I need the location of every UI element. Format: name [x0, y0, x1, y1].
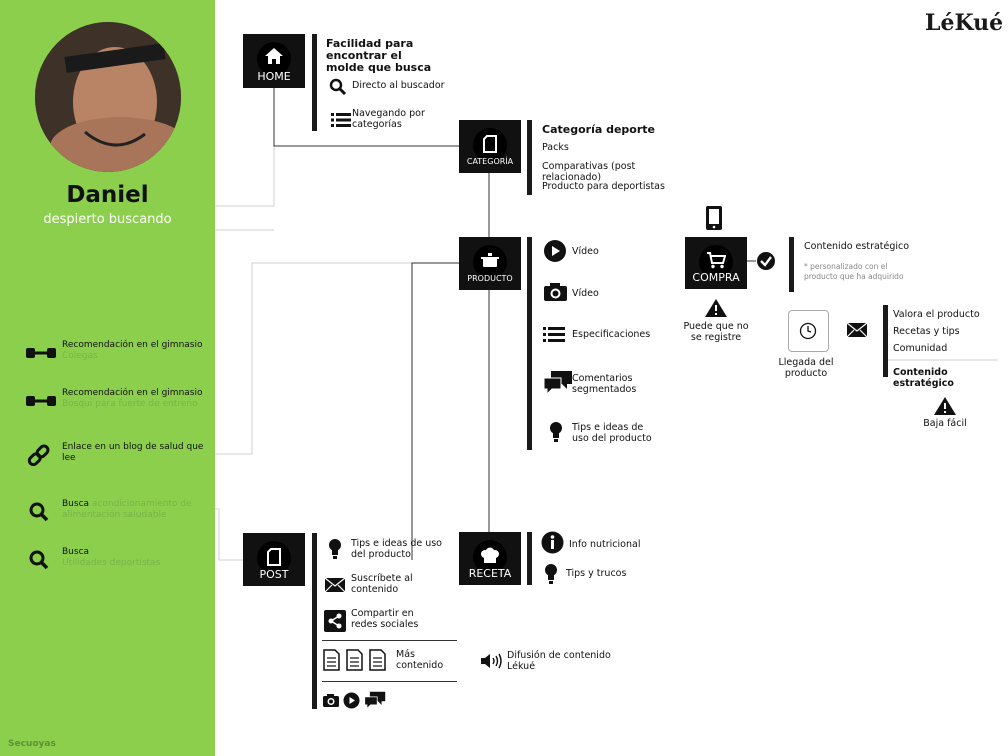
after-item: Recetas y tips: [893, 326, 960, 337]
lightbulb-icon: [549, 421, 563, 443]
producto-item-video-2: Vídeo: [572, 288, 599, 299]
receta-bar: [527, 532, 532, 585]
home-bar: [312, 34, 317, 131]
touchpoint-detail: Utilidades deportistas: [62, 558, 161, 568]
compra-bar: [789, 237, 794, 292]
share-icon: [324, 610, 346, 632]
after-strategic: Contenido estratégico: [893, 367, 954, 389]
producto-item-video: Vídeo: [572, 246, 599, 257]
camera-icon: [543, 282, 568, 302]
play-icon: [343, 692, 360, 709]
documents-icon: [323, 649, 389, 671]
compra-strategic-note: * personalizado con el producto que ha adquirido: [804, 262, 904, 281]
home-icon: [264, 47, 284, 65]
info-icon: [541, 531, 564, 554]
after-item: Valora el producto: [893, 309, 980, 320]
lightbulb-icon: [328, 538, 342, 560]
touchpoint-title: Busca: [62, 547, 90, 557]
touchpoint-title: Recomendación en el gimnasio: [62, 388, 203, 398]
camera-icon: [322, 693, 340, 708]
node-categoria[interactable]: [459, 120, 521, 173]
footer-logo: Secuoyas: [8, 739, 56, 749]
categoria-bar: [527, 120, 532, 195]
post-item-tips: Tips e ideas de uso del producto: [351, 538, 442, 560]
check-icon: [756, 251, 776, 271]
play-icon: [543, 239, 567, 263]
post-diffusion: Difusión de contenido Lékué: [507, 650, 611, 672]
touchpoint-title: Recomendación en el gimnasio: [62, 340, 203, 350]
home-panel-title: Facilidad para encontrar el molde que busca: [326, 37, 432, 74]
producto-item-specs: Especificaciones: [572, 329, 651, 340]
envelope-icon: [324, 577, 346, 593]
node-compra[interactable]: [685, 237, 747, 289]
persona-name: Daniel: [66, 182, 149, 208]
search-icon: [329, 78, 347, 96]
categoria-item: Producto para deportistas: [542, 181, 665, 192]
compra-strategic-title: Contenido estratégico: [804, 241, 910, 252]
categoria-panel-title: Categoría deporte: [542, 123, 656, 136]
node-label: HOME: [257, 70, 291, 83]
producto-bar: [527, 237, 532, 450]
speaker-icon: [480, 652, 504, 670]
touchpoint-title: Enlace en un blog de salud que lee: [62, 442, 204, 463]
touchpoint-detail: Colegas: [62, 351, 98, 361]
warning-icon: [933, 396, 957, 416]
node-label: POST: [259, 568, 289, 581]
categoria-item: Packs: [542, 142, 569, 153]
warning-icon: [704, 298, 728, 318]
chef-hat-icon: [480, 547, 500, 565]
touchpoint-detail: acondicionamiento de alimentación saludable: [62, 499, 192, 520]
node-producto[interactable]: [459, 237, 521, 290]
list-icon: [331, 112, 351, 128]
node-home[interactable]: [243, 34, 305, 88]
baja-label: Baja fácil: [923, 418, 967, 429]
cart-icon: [706, 252, 726, 269]
clock-box: [788, 310, 829, 352]
producto-item-tips: Tips e ideas de uso del producto: [572, 422, 652, 444]
list-icon: [543, 326, 565, 343]
post-divider: [322, 640, 457, 641]
comments-icon: [543, 370, 573, 396]
mobile-icon: [705, 205, 723, 231]
post-more: Más contenido: [396, 649, 444, 671]
post-bar: [312, 533, 317, 709]
receta-item-info: Info nutricional: [569, 539, 641, 550]
node-receta[interactable]: [459, 532, 521, 585]
pot-icon: [481, 251, 499, 269]
after-item: Comunidad: [893, 343, 948, 354]
touchpoint-detail: Bosqui para fuerte de entreno: [62, 399, 198, 409]
categoria-item: Comparativas (post relacionado): [542, 161, 636, 183]
home-item-categories: Navegando por categorías: [352, 108, 425, 130]
home-item-search: Directo al buscador: [352, 80, 445, 91]
envelope-icon: [846, 322, 868, 338]
touchpoint-title: Busca: [62, 499, 90, 509]
node-label: RECETA: [468, 567, 512, 580]
post-item-share: Compartir en redes sociales: [351, 608, 419, 630]
compra-arrival: Llegada del producto: [778, 357, 834, 379]
node-label: CATEGORÍA: [466, 157, 514, 166]
compra-warning: Puede que no se registre: [683, 321, 749, 343]
post-item-subscribe: Suscríbete al contenido: [351, 573, 413, 595]
receta-item-tips: Tips y trucos: [566, 568, 627, 579]
lightbulb-icon: [544, 563, 558, 585]
node-label: PRODUCTO: [467, 274, 513, 283]
post-divider: [322, 681, 457, 682]
clock-icon: [799, 322, 817, 340]
node-post[interactable]: [243, 533, 305, 586]
comments-icon: [364, 691, 386, 710]
node-label: COMPRA: [692, 271, 740, 284]
brand-logo: LéKué: [925, 10, 1004, 36]
document-icon: [267, 548, 281, 566]
persona-subtitle: despierto buscando: [43, 212, 172, 227]
producto-item-comments: Comentarios segmentados: [572, 373, 637, 395]
document-icon: [483, 135, 497, 153]
after-purchase-bar: [883, 305, 888, 377]
